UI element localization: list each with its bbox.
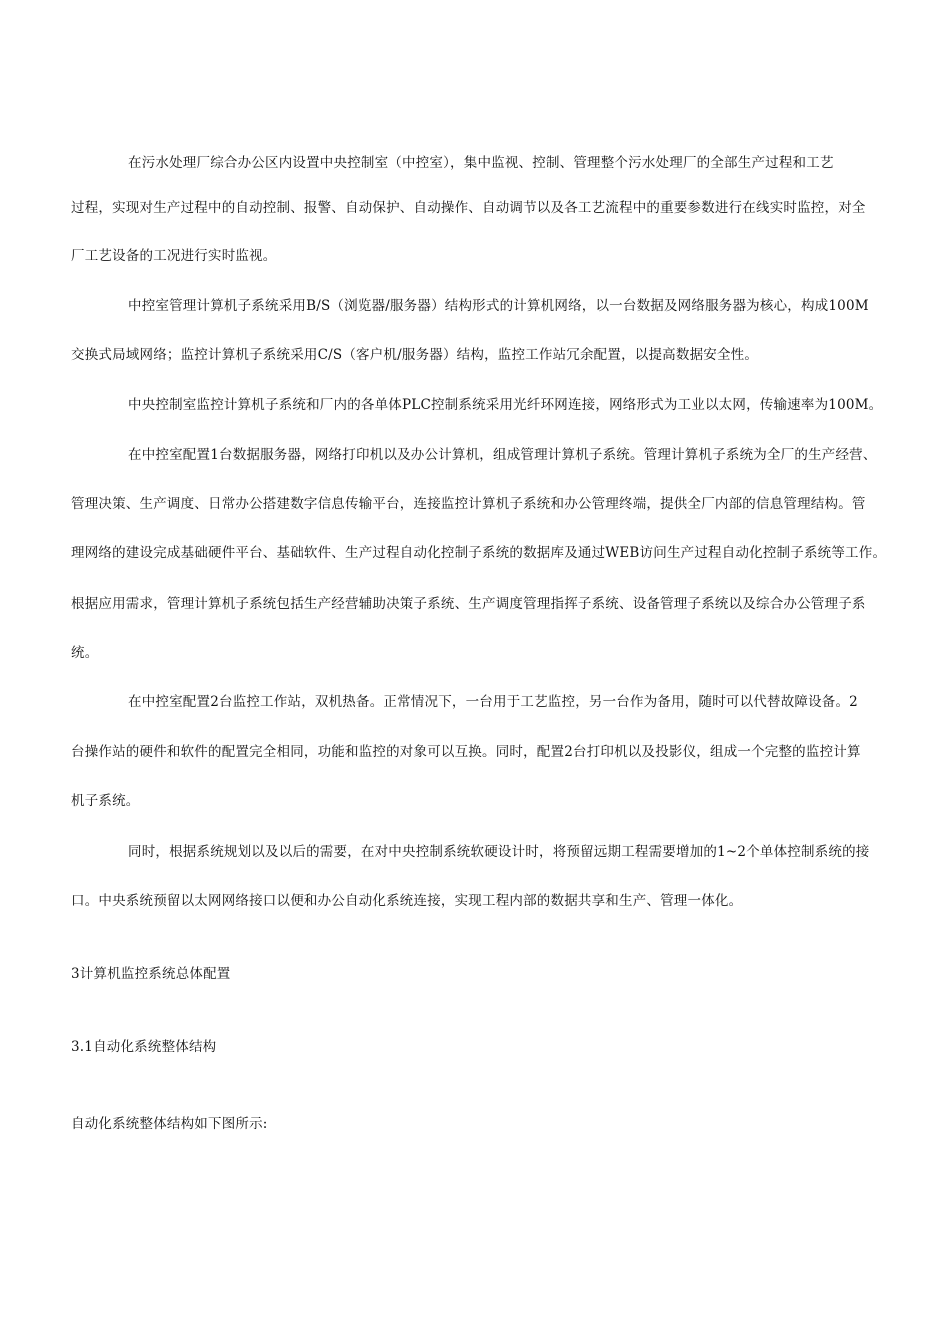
paragraph-6-line-1: 同时，根据系统规划以及以后的需要，在对中央控制系统软硬设计时，将预留远期工程需要增加的1~2个单体控制系统的接 [128, 844, 870, 860]
paragraph-4-line-4: 根据应用需求，管理计算机子系统包括生产经营辅助决策子系统、生产调度管理指挥子系统、设备管理子系统以及综合办公管理子系 [71, 596, 866, 612]
paragraph-1-line-3: 厂工艺设备的工况进行实时监视。 [71, 248, 277, 264]
paragraph-2-line-2: 交换式局域网络；监控计算机子系统采用C/S（客户机/服务器）结构，监控工作站冗余配置，以提高数据安全性。 [71, 347, 759, 363]
paragraph-4-line-2: 管理决策、生产调度、日常办公搭建数字信息传输平台，连接监控计算机子系统和办公管理终端，提供全厂内部的信息管理结构。管 [71, 496, 866, 512]
paragraph-4-line-5: 统。 [71, 645, 99, 661]
paragraph-1-line-1: 在污水处理厂综合办公区内设置中央控制室（中控室），集中监视、控制、管理整个污水处理厂的全部生产过程和工艺 [128, 155, 834, 171]
paragraph-6-line-2: 口。中央系统预留以太网网络接口以便和办公自动化系统连接，实现工程内部的数据共享和生产、管理一体化。 [71, 893, 743, 909]
figure-intro-text: 自动化系统整体结构如下图所示: [71, 1116, 268, 1132]
paragraph-4-line-1: 在中控室配置1台数据服务器，网络打印机以及办公计算机，组成管理计算机子系统。管理计算机子系统为全厂的生产经营、 [128, 447, 877, 463]
section-heading: 3计算机监控系统总体配置 [71, 966, 231, 982]
paragraph-5-line-2: 台操作站的硬件和软件的配置完全相同，功能和监控的对象可以互换。同时，配置2台打印机以及投影仪，组成一个完整的监控计算 [71, 744, 861, 760]
paragraph-5-line-3: 机子系统。 [71, 793, 140, 809]
paragraph-1-line-2: 过程，实现对生产过程中的自动控制、报警、自动保护、自动操作、自动调节以及各工艺流程中的重要参数进行在线实时监控，对全 [71, 200, 866, 216]
paragraph-3-line-1: 中央控制室监控计算机子系统和厂内的各单体PLC控制系统采用光纤环网连接，网络形式为工业以太网，传输速率为100M。 [128, 397, 883, 413]
paragraph-4-line-3: 理网络的建设完成基础硬件平台、基础软件、生产过程自动化控制子系统的数据库及通过WEB访问生产过程自动化控制子系统等工作。 [71, 545, 887, 561]
paragraph-5-line-1: 在中控室配置2台监控工作站，双机热备。正常情况下，一台用于工艺监控，另一台作为备用，随时可以代替故障设备。2 [128, 694, 858, 710]
subsection-heading: 3.1自动化系统整体结构 [71, 1039, 217, 1055]
paragraph-2-line-1: 中控室管理计算机子系统采用B/S（浏览器/服务器）结构形式的计算机网络，以一台数据及网络服务器为核心，构成100M [128, 298, 869, 314]
